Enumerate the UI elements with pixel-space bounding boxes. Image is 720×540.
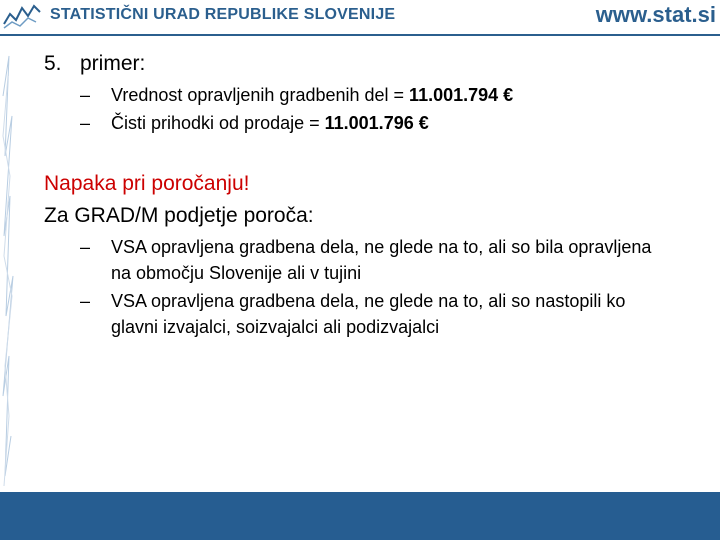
bullet-dash: – [80, 85, 91, 105]
list-item-text: Vrednost opravljenih gradbenih del = 11.001.794 € [111, 85, 514, 105]
example-heading [44, 52, 145, 76]
list-item-text: VSA opravljena gradbena dela, ne glede na to, ali so bila opravljena na območju Slovenije ali v tujini [111, 237, 652, 283]
example-label: primer: [80, 52, 146, 75]
organization-name: STATISTIČNI URAD REPUBLIKE SLOVENIJE [50, 6, 396, 23]
value-amount: 11.001.794 € [409, 85, 514, 105]
error-title: Napaka pri poročanju! [44, 172, 250, 195]
footer-bar [0, 492, 720, 540]
report-intro: Za GRAD/M podjetje poroča: [44, 204, 314, 227]
list-item-text: VSA opravljena gradbena dela, ne glede na to, ali so nastopili ko glavni izvajalci, soizvajalci ali podizvajalci [111, 291, 626, 337]
value-amount: 11.001.796 € [324, 113, 429, 133]
example-number: 5. [44, 52, 62, 75]
website-url[interactable]: www.stat.si [595, 2, 716, 27]
bullet-dash: – [80, 237, 91, 257]
bullet-dash: – [80, 291, 91, 311]
bullet-dash: – [80, 113, 91, 133]
list-item-text: Čisti prihodki od prodaje = 11.001.796 € [111, 113, 429, 133]
